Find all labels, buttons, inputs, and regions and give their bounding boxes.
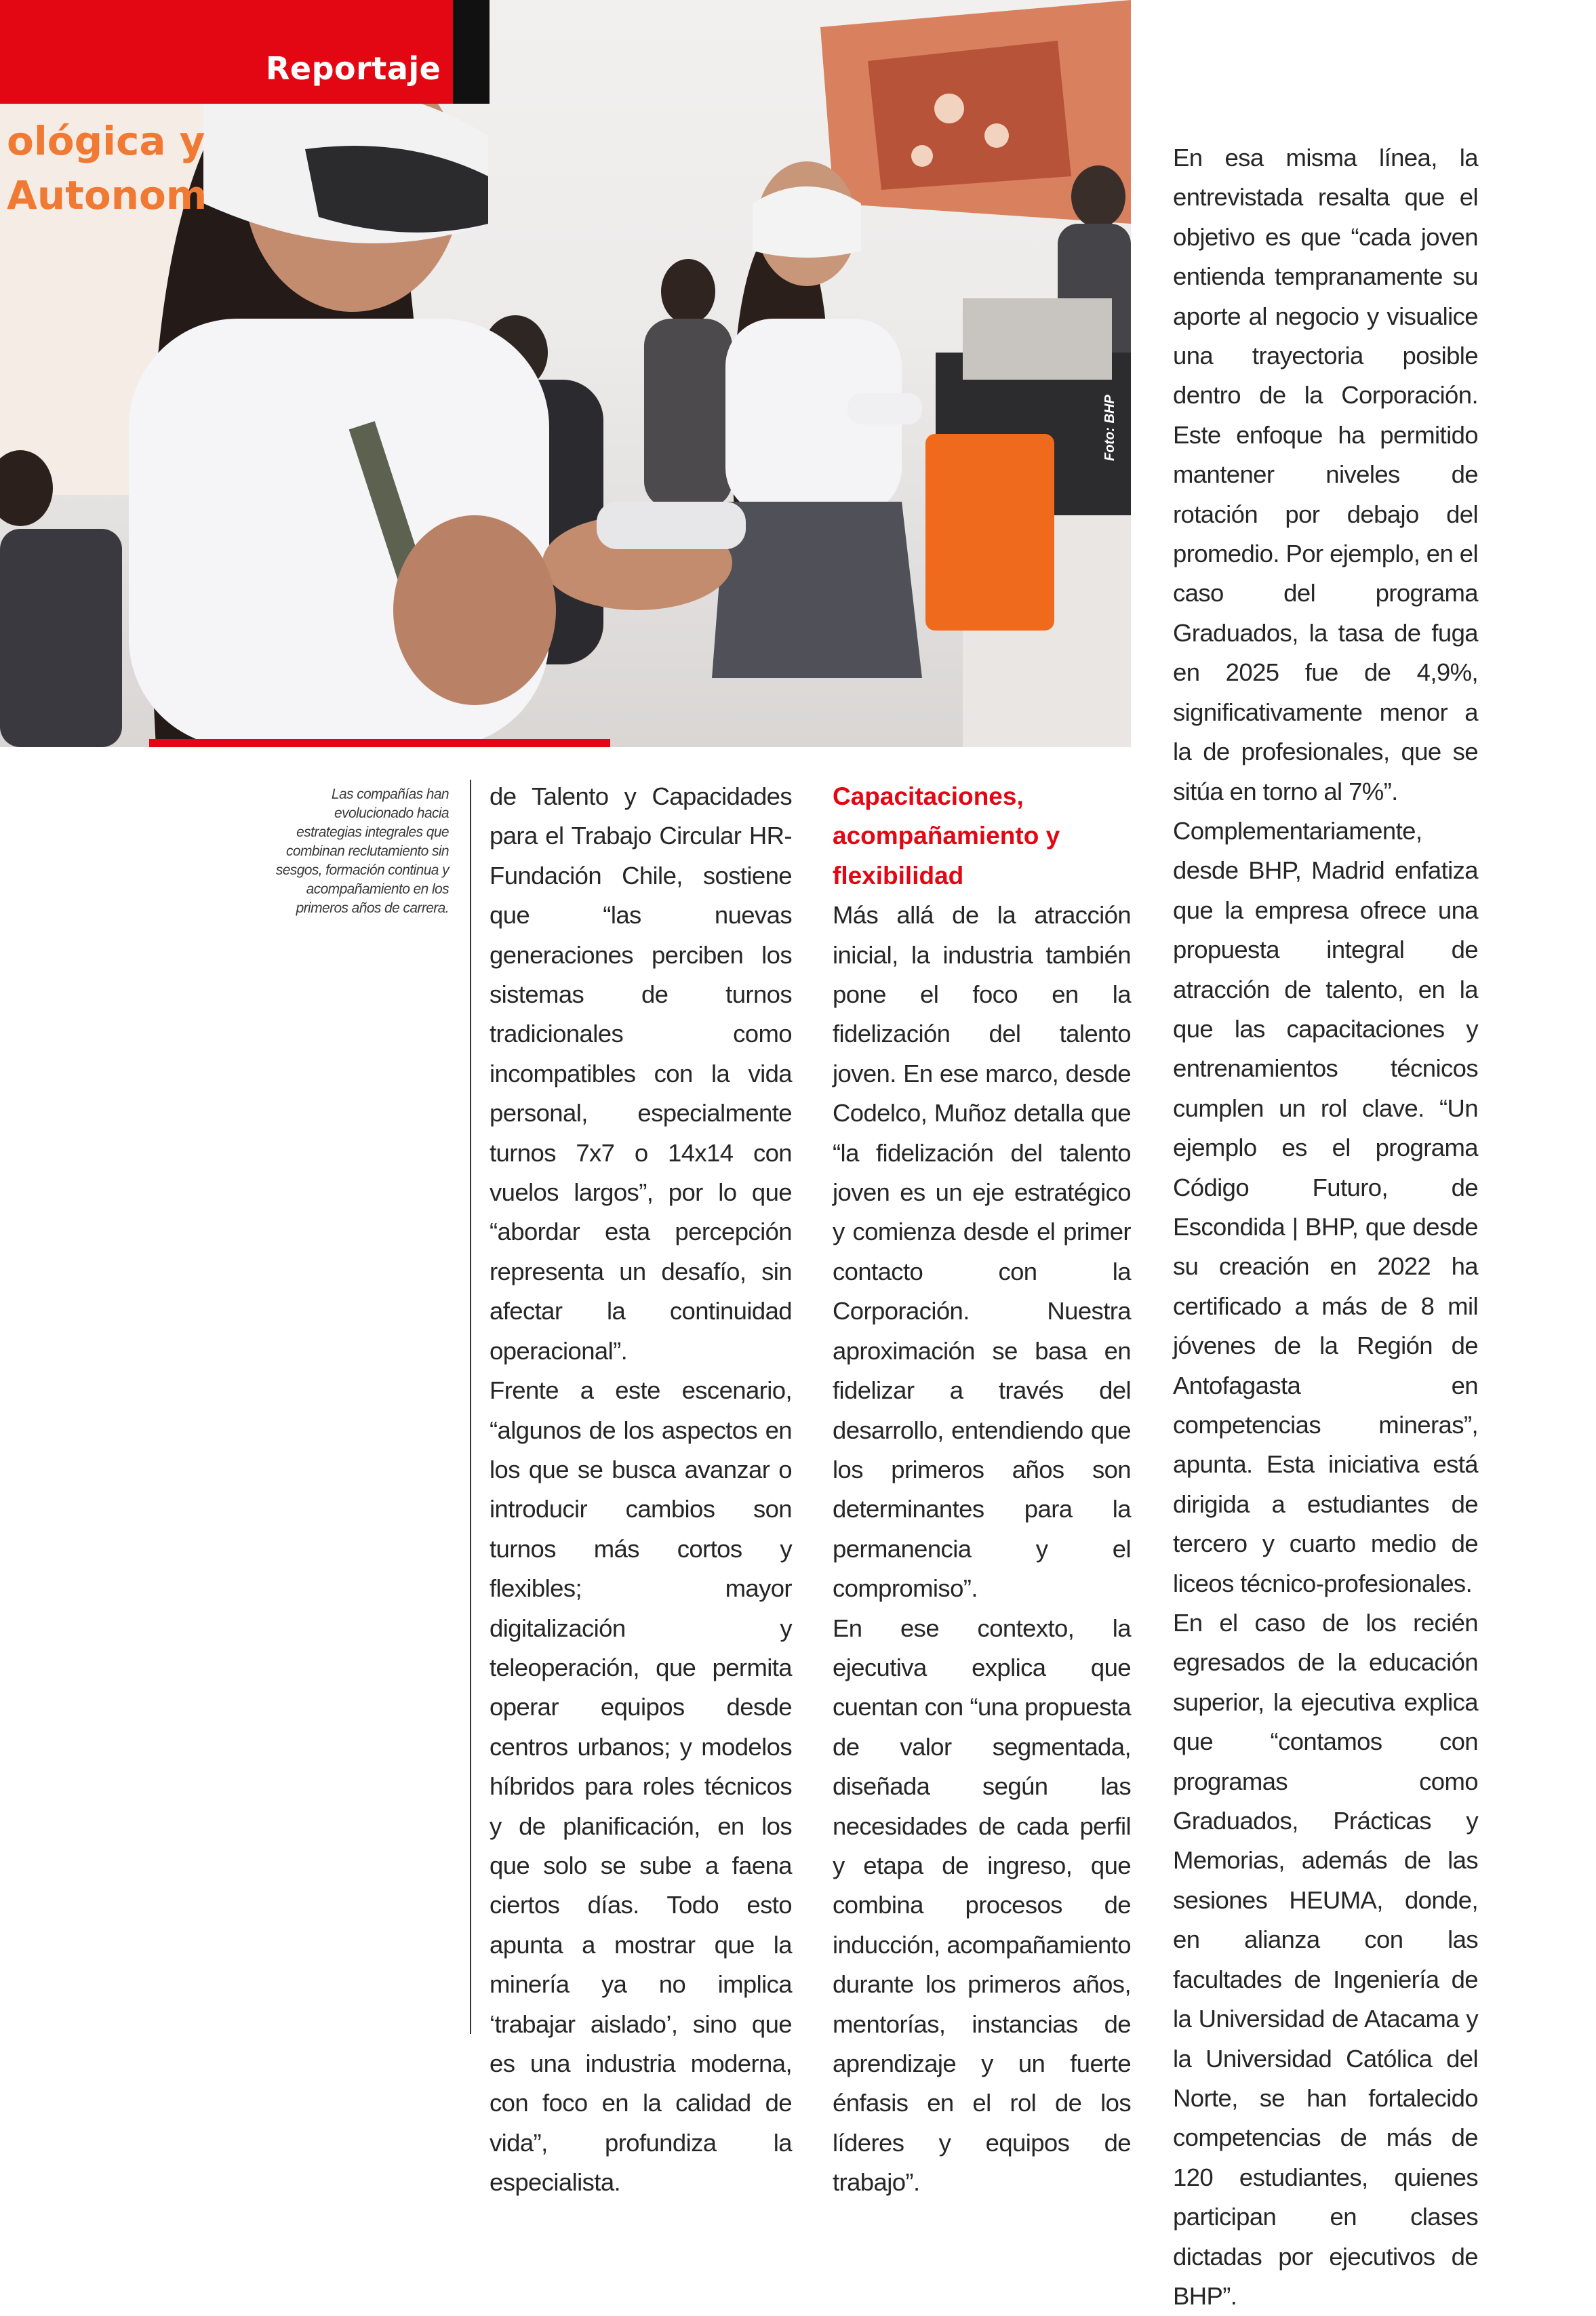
photo-credit: Foto: BHP xyxy=(1102,395,1117,461)
section-tag-accent xyxy=(453,0,490,104)
paragraph: de Talento y Capacidades para el Trabajo Circular HR-Fundación Chile, sostiene que “las nuevas generaciones perciben los sistemas de turnos tradicionales como incompatibles con la vida personal, especialmente turnos 7x7 o 14x14 con vuelos largos”, por lo que “abordar esta percepción representa un desafío, sin afectar la continuidad operacional”. xyxy=(490,782,792,1365)
paragraph: Complementariamente, desde BHP, Madrid enfatiza que la empresa ofrece una propuesta integral de atracción de talento, en la que las capacitaciones y entrenamientos técnicos cumplen un rol clave. “Un ejemplo es el programa Código Futuro, de Escondida | BHP, que desde su creación en 2022 ha certificado a más de 8 mil jóvenes de la Región de Antofagasta en competencias mineras”, apunta. Esta iniciativa está dirigida a estudiantes de tercero y cuarto medio de liceos técnico-profesionales. xyxy=(1173,816,1478,1597)
banner-text: ológica y xyxy=(7,118,205,164)
feature-photo xyxy=(0,0,1131,747)
paragraph: En esa misma línea, la entrevistada resalta que el objetivo es que “cada joven entienda tempranamente su aporte al negocio y visualice una trayectoria posible dentro de la Corporación. Este enfoque ha permitido mantener niveles de rotación por debajo del promedio. Por ejemplo, en el caso del programa Graduados, la tasa de fuga en 2025 fue de 4,9%, significativamente menor a la de profesionales, que se sitúa en torno al 7%”. xyxy=(1173,144,1478,805)
article-column-3 xyxy=(1173,138,1478,2316)
paragraph: Frente a este escenario, “algunos de los aspectos en los que se busca avanzar o introducir cambios son turnos más cortos y flexibles; mayor digitalización y teleoperación, que permita operar equipos desde centros urbanos; y modelos híbridos para roles técnicos y de planificación, en los que solo se sube a faena ciertos días. Todo esto apunta a mostrar que la minería ya no implica ‘trabajar aislado’, sino que es una industria moderna, con foco en la calidad de vida”, profundiza la especialista. xyxy=(490,1376,792,2197)
column-rule xyxy=(470,780,471,2034)
article-column-1 xyxy=(490,777,792,2203)
article-column-2 xyxy=(833,777,1131,2203)
section-subhead: Capacitaciones, acompañamiento y flexibilidad xyxy=(833,782,1060,890)
banner-text: Autonom xyxy=(7,172,207,218)
vr-students-illustration xyxy=(0,0,1131,747)
paragraph: En ese contexto, la ejecutiva explica que cuentan con “una propuesta de valor segmentada, diseñada según las necesidades de cada perfil y etapa de ingreso, que combina procesos de inducción, acompañamiento durante los primeros años, mentorías, instancias de aprendizaje y un fuerte énfasis en el rol de los líderes y equipos de trabajo”. xyxy=(833,1614,1131,2197)
paragraph: Más allá de la atracción inicial, la industria también pone el foco en la fidelización del talento joven. En ese marco, desde Codelco, Muñoz detalla que “la fidelización del talento joven es un eje estratégico y comienza desde el primer contacto con la Corporación. Nuestra aproximación se basa en fidelizar a través del desarrollo, entendiendo que los primeros años son determinantes para la permanencia y el compromiso”. xyxy=(833,901,1131,1603)
paragraph: En el caso de los recién egresados de la educación superior, la ejecutiva explica que “contamos con programas como Graduados, Prácticas y Memorias, además de las sesiones HEUMA, donde, en alianza con las facultades de Ingeniería de la Universidad de Atacama y la Universidad Católica del Norte, se han fortalecido competencias de más de 120 estudiantes, quienes participan en clases dictadas por ejecutivos de BHP”. xyxy=(1173,1609,1478,2310)
section-label: Reportaje xyxy=(266,50,441,87)
photo-caption: Las compañías han evolucionado hacia estrategias integrales que combinan reclutamiento sin sesgos, formación continua y acompañamiento en los primeros años de carrera. xyxy=(275,786,449,916)
